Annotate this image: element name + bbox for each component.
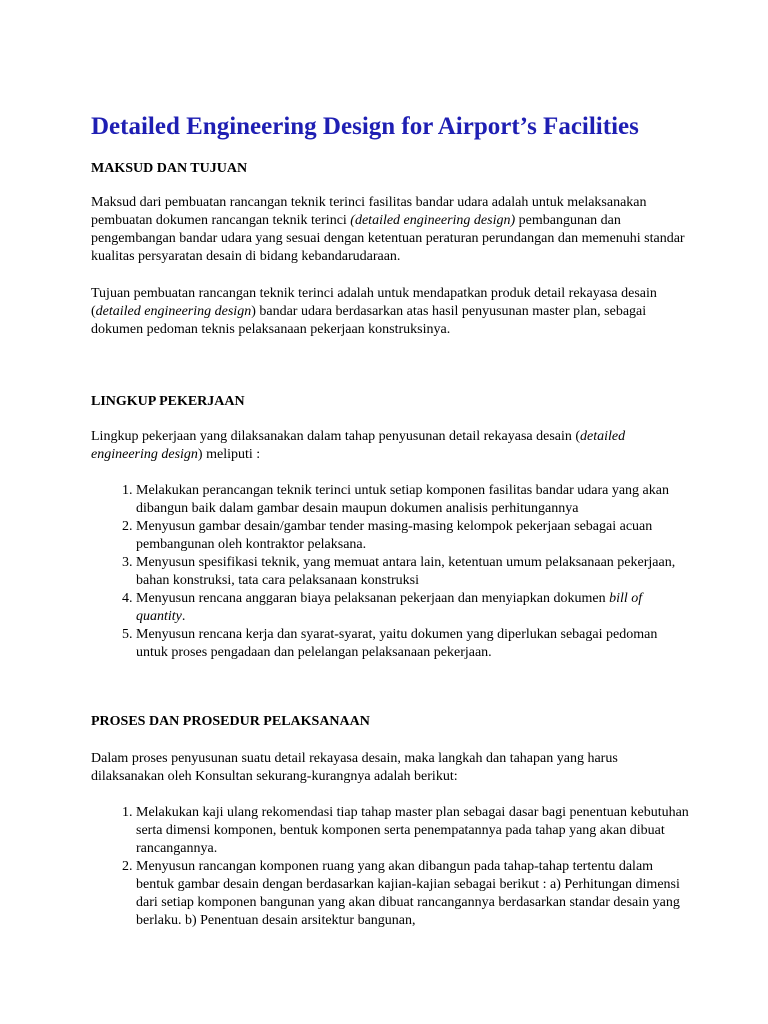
list-item: 2. Menyusun gambar desain/gambar tender masing-masing kelompok pekerjaan sebagai acuan pembangunan oleh kontraktor pelaksana.	[136, 518, 689, 554]
paragraph-maksud-text-c: pembangunan dan pengembangan bandar udara yang sesuai dengan ketentuan peraturan perundangan dan memenuhi standar kualitas persyaratan desain di bidang kebandarudaraan.	[91, 213, 685, 264]
list-item-text-a: Menyusun rencana anggaran biaya pelaksanan pekerjaan dan menyiapkan dokumen	[136, 591, 610, 606]
list-item-italic: bill of quantity	[136, 591, 643, 624]
list-item: 1. Melakukan perancangan teknik terinci untuk setiap komponen fasilitas bandar udara yang akan dibangun baik dalam gambar desain maupun dokumen analisis perhitungannya	[136, 482, 689, 518]
paragraph-lingkup-text-a: Lingkup pekerjaan yang dilaksanakan dalam tahap penyusunan detail rekayasa desain (	[91, 429, 581, 444]
paragraph-tujuan	[91, 285, 689, 339]
list-item: 1. Melakukan kaji ulang rekomendasi tiap tahap master plan sebagai dasar bagi penentuan kebutuhan serta dimensi komponen, bentuk komponen serta penempatannya pada tahap yang akan dibuat rancangannya.	[136, 804, 689, 858]
paragraph-maksud	[91, 194, 689, 266]
paragraph-proses-intro: Dalam proses penyusunan suatu detail rekayasa desain, maka langkah dan tahapan yang harus dilaksanakan oleh Konsultan sekurang-kurangnya adalah berikut:	[91, 751, 618, 784]
lingkup-list	[91, 482, 689, 662]
list-item	[136, 590, 689, 626]
list-item: 3. Menyusun spesifikasi teknik, yang memuat antara lain, ketentuan umum pelaksanaan pekerjaan, bahan konstruksi, tata cara pelaksanaan konstruksi	[136, 554, 689, 590]
section-heading-maksud-dan-tujuan: MAKSUD DAN TUJUAN	[91, 161, 248, 176]
paragraph-tujuan-italic: detailed engineering design	[95, 304, 252, 319]
list-item-text-c: .	[181, 609, 186, 624]
list-item: 2. Menyusun rancangan komponen ruang yang akan dibangun pada tahap-tahap tertentu dalam bentuk gambar desain dengan berdasarkan kajian-kajian sebagai berikut : a) Perhitungan dimensi dari setiap komponen bangunan yang akan dibuat rancangannya berdasarkan standar desain yang berlaku. b) Penentuan desain arsitektur bangunan,	[136, 858, 689, 930]
paragraph-lingkup-italic: detailed engineering design	[91, 429, 626, 462]
paragraph-maksud-italic: (detailed engineering design)	[350, 213, 516, 228]
document-title: Detailed Engineering Design for Airport’s Facilities	[91, 113, 639, 140]
section-heading-lingkup-pekerjaan: LINGKUP PEKERJAAN	[91, 394, 245, 409]
paragraph-maksud-text-a: Maksud dari pembuatan rancangan teknik terinci fasilitas bandar udara adalah untuk melaksanakan pembuatan dokumen rancangan teknik terinci	[91, 195, 647, 228]
paragraph-tujuan-text-c: ) bandar udara berdasarkan atas hasil penyusunan master plan, sebagai dokumen pedoman teknis pelaksanaan pekerjaan konstruksinya.	[91, 304, 647, 337]
paragraph-lingkup-text-c: ) meliputi :	[197, 447, 261, 462]
paragraph-lingkup-intro	[91, 428, 689, 464]
section-heading-proses-dan-prosedur: PROSES DAN PROSEDUR PELAKSANAAN	[91, 714, 370, 729]
list-item: 5. Menyusun rencana kerja dan syarat-syarat, yaitu dokumen yang diperlukan sebagai pedoman untuk proses pengadaan dan pelelangan pelaksanaan pekerjaan.	[136, 626, 689, 662]
proses-list	[91, 804, 689, 930]
paragraph-tujuan-text-a: Tujuan pembuatan rancangan teknik terinci adalah untuk mendapatkan produk detail rekayasa desain (	[91, 286, 657, 319]
